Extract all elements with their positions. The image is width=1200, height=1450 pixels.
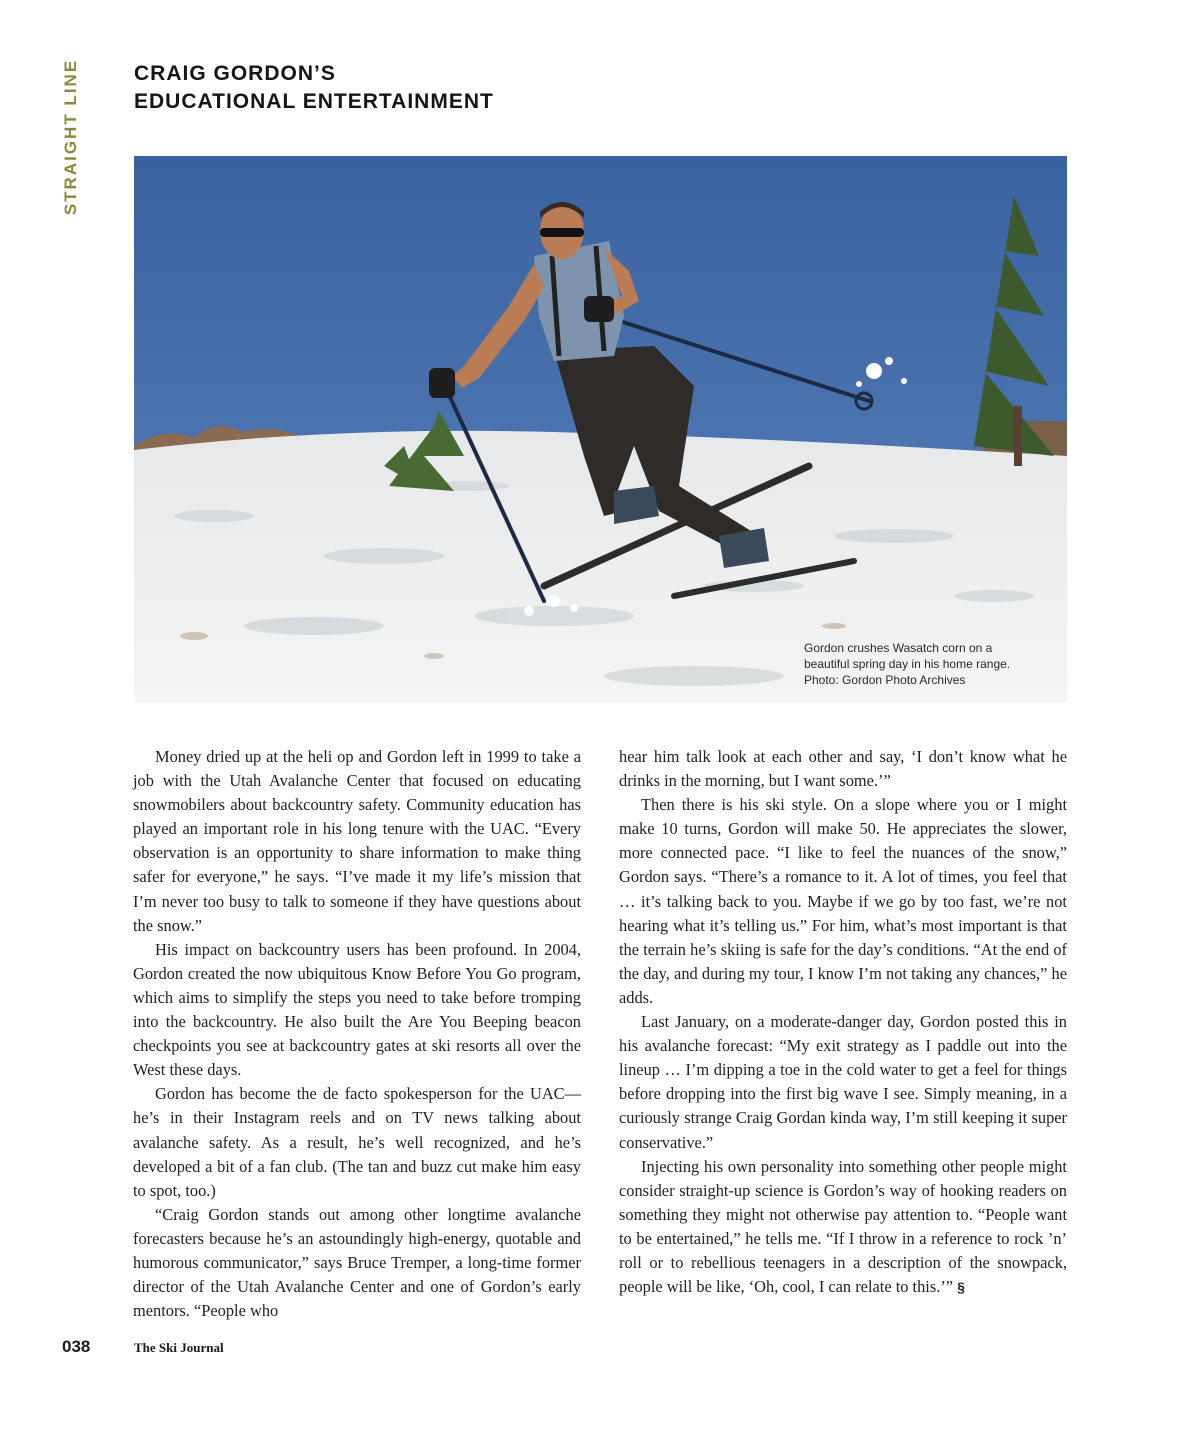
skier-illustration — [134, 156, 1067, 702]
body-column-left — [133, 745, 581, 1323]
page-number: 038 — [62, 1337, 91, 1356]
photo-caption — [804, 640, 1064, 688]
body-paragraph: Gordon has become the de facto spokesperson for the UAC—he’s in their Instagram reels and on TV news talking about avalanche safety. As a result, he’s well recognized, and he’s developed a bit of a fan club. (The tan and buzz cut make him easy to spot, too.) — [133, 1084, 581, 1200]
final-paragraph-text: Injecting his own personality into something other people might consider straight-up science is Gordon’s way of hooking readers on something they might not otherwise pay attention to. “People want to be entertained,” he tells me. “If I throw in a reference to rock ’n’ roll or to rebellious teenagers in a description of the snowpack, people will be like, ‘Oh, cool, I can relate to this.’” — [619, 1156, 1067, 1297]
photo-credit: Photo: Gordon Photo Archives — [804, 673, 966, 687]
article-headline — [134, 60, 494, 116]
end-mark-icon: § — [957, 1279, 965, 1296]
final-paragraph — [619, 1155, 1067, 1300]
body-paragraph: Money dried up at the heli op and Gordon left in 1999 to take a job with the Utah Avalanche Center that focused on educating snowmobilers about backcountry safety. Community education has played an important role in his long tenure with the UAC. “Every observation is an opportunity to share information to make thing safer for everyone,” he says. “I’ve made it my life’s mission that I’m never too busy to talk to someone if they have questions about the snow.” — [133, 747, 581, 935]
body-column-right — [619, 745, 1067, 1299]
body-paragraph: “Craig Gordon stands out among other longtime avalanche forecasters because he’s an astoundingly high-energy, quotable and humorous communicator,” says Bruce Tremper, a long-time former director of the Utah Avalanche Center and one of Gordon’s early mentors. “People who — [133, 1204, 581, 1321]
body-paragraph: Then there is his ski style. On a slope where you or I might make 10 turns, Gordon will make 50. He appreciates the slower, more connected pace. “I like to feel the nuances of the snow,” Gordon says. “There’s a romance to it. A lot of times, you feel that … it’s talking back to you. Maybe if we go by too fast, we’re not hearing what it’s telling us.” For him, what’s most important is that the terrain he’s skiing is safe for the day’s conditions. “At the end of the day, and during my tour, I know I’m not taking any chances,” he adds. — [619, 795, 1067, 1007]
feature-photo — [134, 156, 1067, 702]
body-paragraph: His impact on backcountry users has been profound. In 2004, Gordon created the now ubiquitous Know Before You Go program, which aims to simplify the steps you need to take before tromping into the backcountry. He also built the Are You Beeping beacon checkpoints you see at backcountry gates at ski resorts all over the West these days. — [133, 939, 581, 1080]
continued-paragraph: hear him talk look at each other and say, ‘I don’t know what he drinks in the morning, but I want some.’” — [619, 747, 1067, 791]
body-paragraph: Last January, on a moderate-danger day, Gordon posted this in his avalanche forecast: “My exit strategy as I paddle out into the lineup … I’m dipping a toe in the cold water to get a feel for things before dropping into the first big wave I see. Simply meaning, in a curiously strange Craig Gordan kinda way, I’m still keeping it super conservative.” — [619, 1012, 1067, 1152]
section-tag-label: STRAIGHT LINE — [61, 58, 80, 216]
caption-line-2: beautiful spring day in his home range. — [804, 657, 1011, 671]
caption-line-1: Gordon crushes Wasatch corn on a — [804, 641, 993, 655]
publication-name: The Ski Journal — [134, 1340, 224, 1355]
headline-line-1: CRAIG GORDON’S — [134, 62, 336, 85]
section-tag — [56, 58, 86, 216]
headline-line-2: EDUCATIONAL ENTERTAINMENT — [134, 90, 494, 113]
skier-head — [540, 202, 584, 259]
